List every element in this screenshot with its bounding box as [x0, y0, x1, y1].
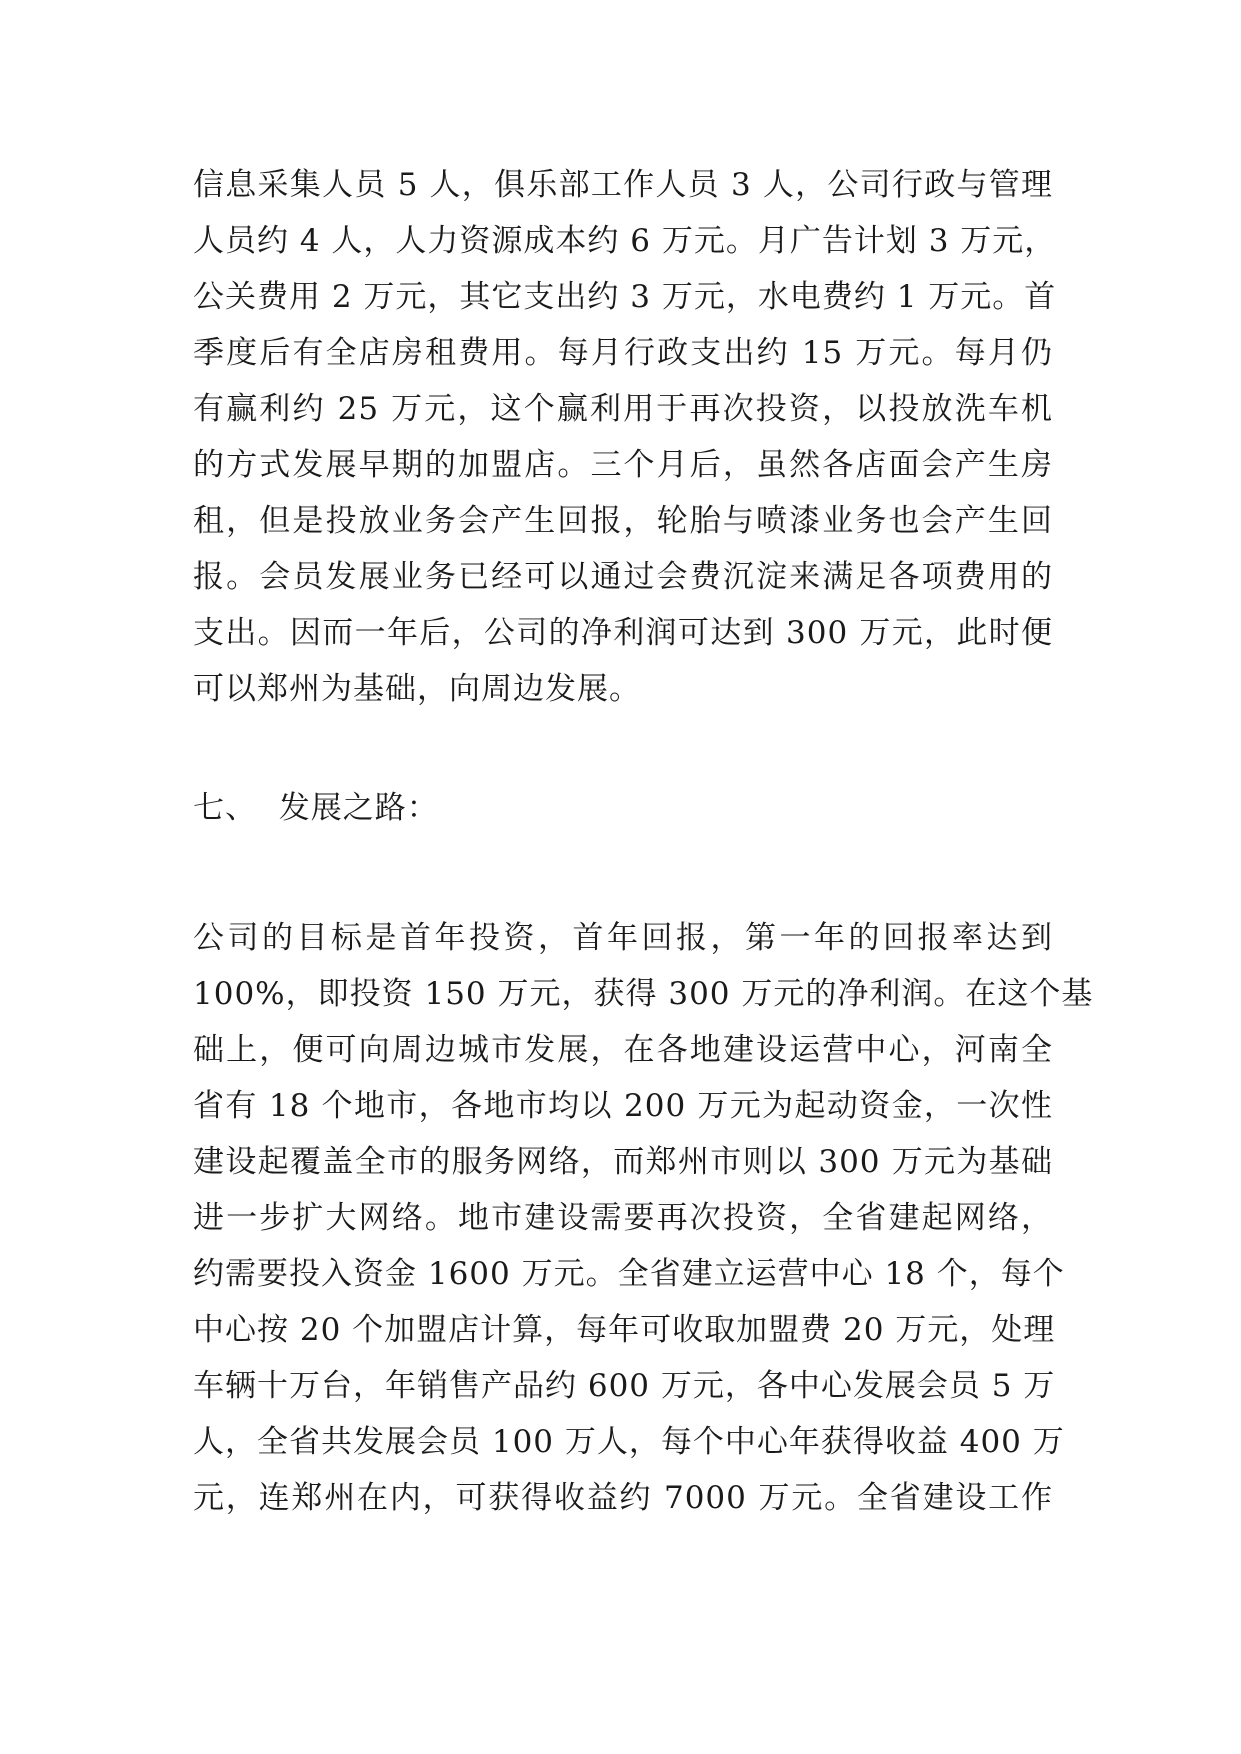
- paragraph-line: 有赢利约 25 万元，这个赢利用于再次投资，以投放洗车机: [193, 391, 1053, 427]
- paragraph-line: 支出。因而一年后，公司的净利润可达到 300 万元，此时便: [193, 615, 1053, 651]
- paragraph-line: 础上，便可向周边城市发展，在各地建设运营中心，河南全: [193, 1032, 1053, 1068]
- paragraph-line: 季度后有全店房租费用。每月行政支出约 15 万元。每月仍: [193, 335, 1053, 371]
- paragraph-line: 100%，即投资 150 万元，获得 300 万元的净利润。在这个基: [193, 976, 1094, 1012]
- paragraph-line: 建设起覆盖全市的服务网络，而郑州市则以 300 万元为基础: [193, 1144, 1053, 1180]
- paragraph-line: 省有 18 个地市，各地市均以 200 万元为起动资金，一次性: [193, 1088, 1053, 1124]
- paragraph-line: 人员约 4 人，人力资源成本约 6 万元。月广告计划 3 万元，: [193, 223, 1057, 259]
- paragraph-cost-and-profit: [193, 157, 1057, 717]
- paragraph-line: 公司的目标是首年投资，首年回报，第一年的回报率达到: [193, 920, 1053, 956]
- section-heading-text: 七、 发展之路：: [193, 790, 439, 826]
- paragraph-line-last: 可以郑州为基础，向周边发展。: [193, 671, 641, 707]
- paragraph-line: 报。会员发展业务已经可以通过会费沉淀来满足各项费用的: [193, 559, 1053, 595]
- paragraph-line: 元，连郑州在内，可获得收益约 7000 万元。全省建设工作: [193, 1480, 1053, 1516]
- paragraph-line: 中心按 20 个加盟店计算，每年可收取加盟费 20 万元，处理: [193, 1312, 1056, 1348]
- paragraph-development-path: [193, 910, 1094, 1526]
- paragraph-line: 人，全省共发展会员 100 万人，每个中心年获得收益 400 万: [193, 1424, 1065, 1460]
- section-heading: [193, 780, 1053, 836]
- paragraph-line: 租，但是投放业务会产生回报，轮胎与喷漆业务也会产生回: [193, 503, 1053, 539]
- paragraph-line: 约需要投入资金 1600 万元。全省建立运营中心 18 个，每个: [193, 1256, 1065, 1292]
- paragraph-line: 车辆十万台，年销售产品约 600 万元，各中心发展会员 5 万: [193, 1368, 1056, 1404]
- paragraph-line: 的方式发展早期的加盟店。三个月后，虽然各店面会产生房: [193, 447, 1053, 483]
- paragraph-line: 信息采集人员 5 人，俱乐部工作人员 3 人，公司行政与管理: [193, 167, 1053, 203]
- paragraph-line: 公关费用 2 万元，其它支出约 3 万元，水电费约 1 万元。首: [193, 279, 1057, 315]
- paragraph-line: 进一步扩大网络。地市建设需要再次投资，全省建起网络，: [193, 1200, 1053, 1236]
